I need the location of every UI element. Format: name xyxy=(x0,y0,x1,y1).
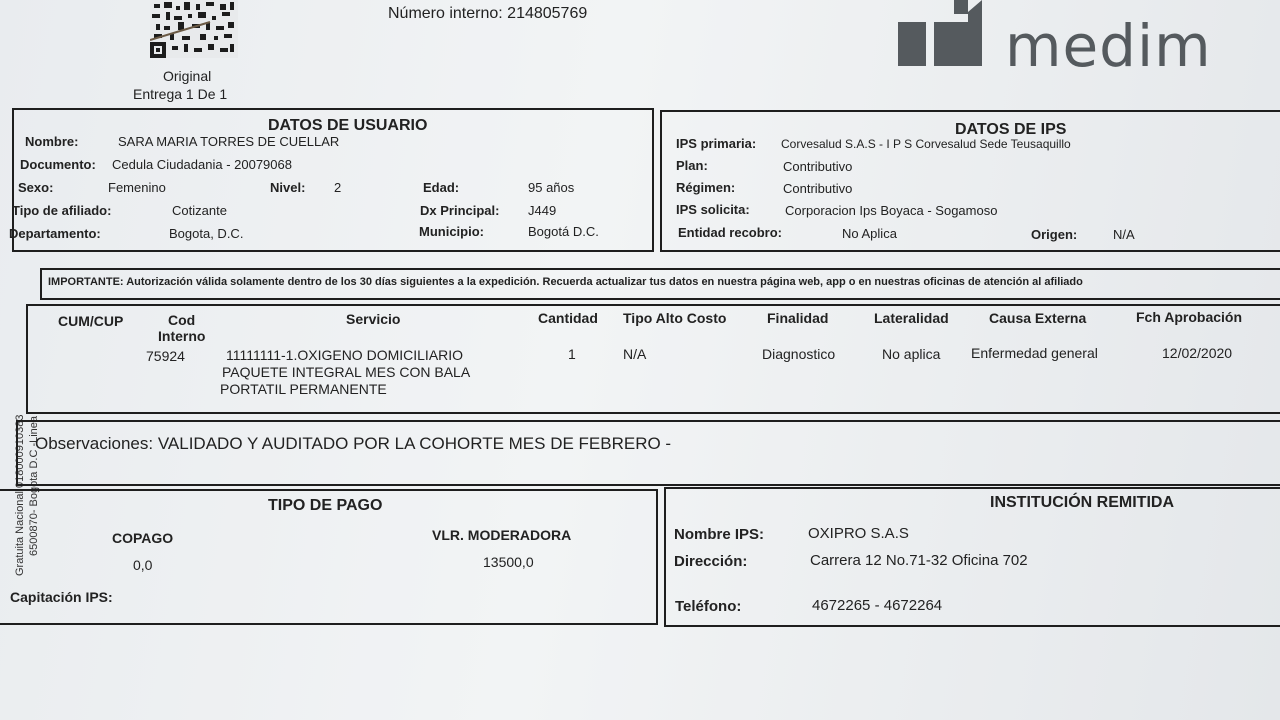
importante-text: IMPORTANTE: Autorización válida solamente dentro de los 30 días siguientes a la expedición. Recuerda actualizar tus datos en nuestra página web, app o en nuestras oficinas de atención al afiliado xyxy=(48,276,1083,288)
sexo-label: Sexo: xyxy=(18,180,54,195)
nombre-ips-value: OXIPRO S.A.S xyxy=(808,525,909,542)
edad-label: Edad: xyxy=(423,180,460,195)
regimen-value: Contributivo xyxy=(783,181,853,196)
logo-text: medim xyxy=(1005,12,1212,80)
institucion-title: INSTITUCIÓN REMITIDA xyxy=(990,494,1174,511)
row-cod: 75924 xyxy=(146,348,185,364)
row-cantidad: 1 xyxy=(568,346,576,362)
col-servicio-header: Servicio xyxy=(346,311,401,327)
edad-value: 95 años xyxy=(528,180,575,195)
col-cod-header-1: Cod xyxy=(168,312,196,328)
documento-value: Cedula Ciudadania - 20079068 xyxy=(112,157,292,172)
observaciones-text: Observaciones: VALIDADO Y AUDITADO POR LA COHORTE MES DE FEBRERO - xyxy=(35,434,672,453)
tipo-pago-title: TIPO DE PAGO xyxy=(268,497,383,514)
row-tipo: N/A xyxy=(623,346,647,362)
nivel-label: Nivel: xyxy=(270,180,306,195)
capitacion-label: Capitación IPS: xyxy=(10,589,113,605)
municipio-value: Bogotá D.C. xyxy=(528,224,599,239)
moderadora-label: VLR. MODERADORA xyxy=(432,527,572,543)
dx-label: Dx Principal: xyxy=(420,203,500,218)
telefono-value: 4672265 - 4672264 xyxy=(812,597,943,614)
departamento-value: Bogota, D.C. xyxy=(169,226,244,241)
plan-value: Contributivo xyxy=(783,159,853,174)
departamento-label: Departamento: xyxy=(9,226,101,241)
origen-value: N/A xyxy=(1113,227,1135,242)
direccion-value: Carrera 12 No.71-32 Oficina 702 xyxy=(810,552,1028,569)
tipo-afiliado-value: Cotizante xyxy=(172,203,227,218)
col-fecha-header: Fch Aprobación xyxy=(1136,309,1243,325)
entidad-recobro-value: No Aplica xyxy=(842,226,897,241)
telefono-label: Teléfono: xyxy=(675,598,742,615)
col-cantidad-header: Cantidad xyxy=(538,310,598,326)
internal-number: Número interno: 214805769 xyxy=(388,5,588,22)
dx-value: J449 xyxy=(528,203,557,218)
col-cod-header-2: Interno xyxy=(158,328,206,344)
copago-value: 0,0 xyxy=(133,557,153,573)
col-lateralidad-header: Lateralidad xyxy=(874,310,949,326)
nombre-label: Nombre: xyxy=(25,134,79,149)
nivel-value: 2 xyxy=(334,180,342,195)
ips-primaria-value: Corvesalud S.A.S - I P S Corvesalud Sede Teusaquillo xyxy=(781,137,1071,151)
medimas-logo-icon xyxy=(898,0,998,70)
sexo-value: Femenino xyxy=(108,180,166,195)
nombre-ips-label: Nombre IPS: xyxy=(674,526,765,543)
row-servicio-line2: PAQUETE INTEGRAL MES CON BALA xyxy=(222,364,471,380)
row-servicio-line3: PORTATIL PERMANENTE xyxy=(220,381,387,397)
plan-label: Plan: xyxy=(676,158,708,173)
row-causa: Enfermedad general xyxy=(971,345,1098,361)
moderadora-value: 13500,0 xyxy=(483,554,534,570)
origen-label: Origen: xyxy=(1031,227,1078,242)
col-finalidad-header: Finalidad xyxy=(767,310,829,326)
col-causa-header: Causa Externa xyxy=(989,310,1087,326)
ips-primaria-label: IPS primaria: xyxy=(676,136,757,151)
entidad-recobro-label: Entidad recobro: xyxy=(678,225,783,240)
ips-solicita-value: Corporacion Ips Boyaca - Sogamoso xyxy=(785,203,998,218)
direccion-label: Dirección: xyxy=(674,553,748,570)
user-data-title: DATOS DE USUARIO xyxy=(268,117,428,134)
regimen-label: Régimen: xyxy=(676,180,736,195)
delivery-label: Entrega 1 De 1 xyxy=(133,86,228,102)
original-label: Original xyxy=(163,68,212,84)
row-fecha: 12/02/2020 xyxy=(1162,345,1233,361)
col-cum-header: CUM/CUP xyxy=(58,313,124,329)
col-tipo-header: Tipo Alto Costo xyxy=(623,310,727,326)
row-finalidad: Diagnostico xyxy=(762,346,836,362)
municipio-label: Municipio: xyxy=(419,224,484,239)
side-text-line2: 6500870- Bogota D.C -Linea xyxy=(28,415,40,556)
ips-solicita-label: IPS solicita: xyxy=(676,202,750,217)
documento-label: Documento: xyxy=(20,157,96,172)
side-text-line1: Gratuita Nacional 018000910383 xyxy=(14,414,26,576)
ips-data-title: DATOS DE IPS xyxy=(955,121,1067,138)
qr-code xyxy=(150,0,238,58)
tipo-afiliado-label: Tipo de afiliado: xyxy=(12,203,112,218)
row-servicio-line1: 11111111-1.OXIGENO DOMICILIARIO xyxy=(226,347,464,363)
copago-label: COPAGO xyxy=(112,530,174,546)
nombre-value: SARA MARIA TORRES DE CUELLAR xyxy=(118,134,340,149)
row-lateralidad: No aplica xyxy=(882,346,941,362)
